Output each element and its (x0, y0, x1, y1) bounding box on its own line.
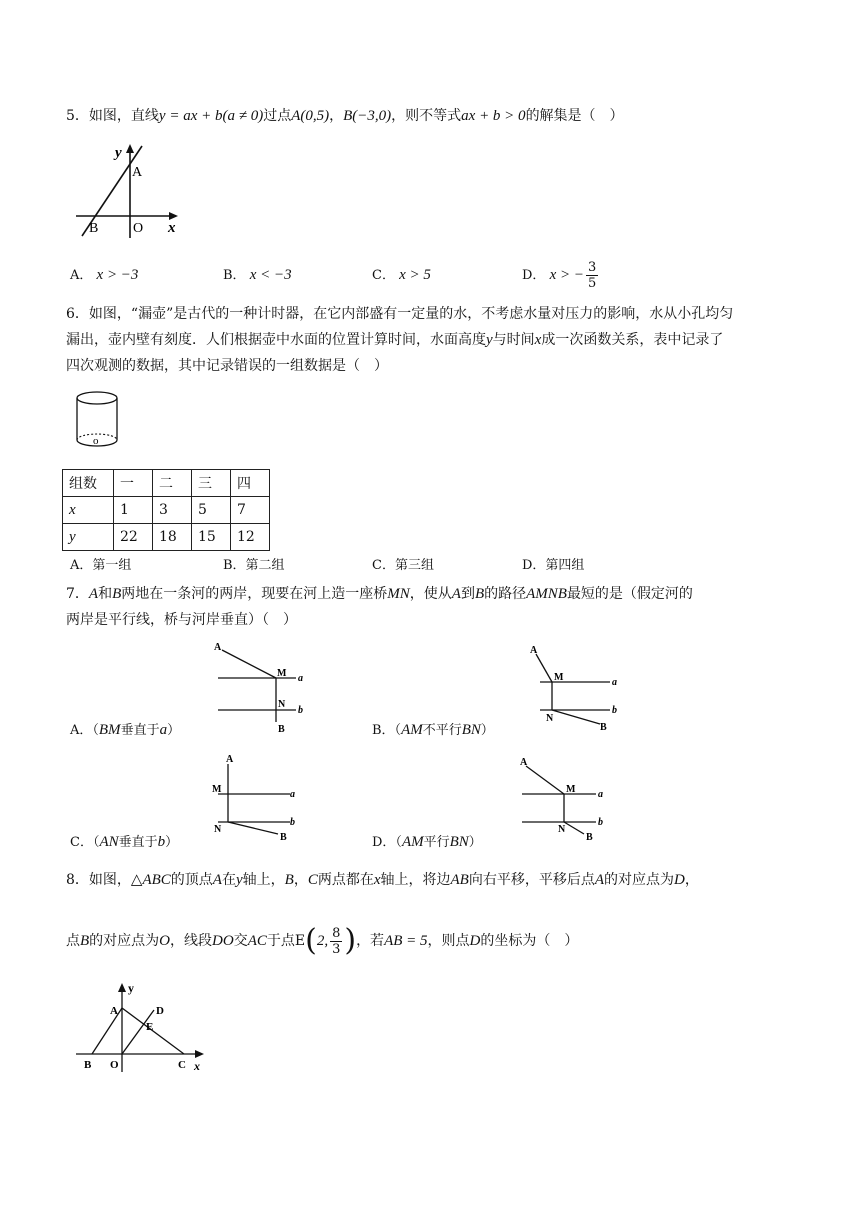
q8-number: 8． (66, 872, 89, 888)
q7d-label-m: M (566, 784, 576, 795)
q6-number: 6． (66, 306, 89, 322)
q7-stem-line2: 两岸是平行线，桥与河岸垂直）（ ） (66, 612, 297, 628)
q5-option-d-fraction: $\frac{3}{5}$ (587, 260, 597, 291)
q6-cylinder-top (77, 392, 117, 404)
q7-stem-line1: 7．A和B两地在一条河的两岸，现要在河上造一座桥MN，使从A到B的路径AMNB最短的是（假定河的 (66, 586, 693, 602)
q7b-segment-nb (552, 710, 600, 724)
q7d-label-b: B (586, 832, 593, 843)
q7c-label-n: N (214, 824, 222, 835)
q5-label-b: B (89, 221, 99, 236)
q7-figure-c (206, 752, 306, 846)
q5-figure (70, 140, 185, 240)
q6-table-cell: 三 (192, 470, 231, 497)
q6-table-cell: 5 (192, 497, 231, 524)
q6-table-cell: 18 (153, 524, 192, 551)
q6-hole-label: o (93, 435, 99, 447)
q8-paren-right: ) (344, 923, 357, 958)
q6-table-cell: 四 (231, 470, 270, 497)
q7-option-d[interactable]: D．（AM平行BN） (372, 834, 482, 850)
q5-option-c[interactable]: C． x > 5 (372, 267, 431, 283)
q8-paren-left: ( (305, 923, 317, 958)
q7d-label-a: A (520, 757, 528, 768)
q5-label-o: O (133, 221, 144, 236)
q7c-label-river-b: b (290, 817, 295, 828)
q7b-label-river-b: b (612, 705, 617, 716)
q6-table-cell: 3 (153, 497, 192, 524)
q6-stem-line3: 四次观测的数据，其中记录错误的一组数据是（ ） (66, 358, 388, 374)
q6-table-cell: 7 (231, 497, 270, 524)
q7b-label-river-a: a (612, 677, 617, 688)
q8-stem-line1: 8．如图，△ABC的顶点A在y轴上，B，C两点都在x轴上，将边AB向右平移，平移后点A的对应点为D， (66, 872, 699, 888)
q7d-label-river-a: a (598, 789, 603, 800)
q7c-label-river-a: a (290, 789, 295, 800)
q8-label-e: E (146, 1021, 154, 1033)
q6-data-table (62, 469, 270, 551)
q8-point-e-fraction: $\frac{8}{3}$ (332, 925, 341, 957)
q6-option-b[interactable]: B．第二组 (223, 558, 285, 573)
q5-x-arrow (169, 212, 178, 220)
q7b-label-a: A (530, 645, 538, 656)
q5-option-b[interactable]: B． x < −3 (223, 267, 292, 283)
q7-option-a[interactable]: A．（BM垂直于a） (70, 722, 181, 738)
q7b-segment-am (536, 654, 552, 682)
q5-option-d[interactable]: D． x > − $\frac{3}{5}$ (522, 260, 597, 291)
q5-number: 5． (66, 108, 89, 124)
q8-point-e: E (294, 933, 306, 949)
q6-option-a[interactable]: A．第一组 (70, 558, 132, 573)
q8-label-b: B (84, 1059, 92, 1071)
q5-y-arrow (126, 144, 134, 153)
q7d-label-n: N (558, 824, 566, 835)
q6-table-header-row (63, 470, 270, 497)
q8-label-c: C (178, 1059, 186, 1071)
q6-table-row-x (63, 497, 270, 524)
q7c-label-b: B (280, 832, 287, 843)
q7c-label-a: A (226, 754, 234, 765)
q8-stem-line2: 点B的对应点为O，线段DO交AC于点E(2, $\frac{8}{3}$ )，若AB = 5，则点D的坐标为（ ） (66, 923, 579, 958)
q8-y-arrow (118, 983, 126, 992)
q7-number: 7． (66, 586, 89, 602)
q6-table-cell: 15 (192, 524, 231, 551)
q8-x-label: x (194, 1059, 200, 1073)
q7a-label-a: A (214, 642, 222, 653)
q7d-segment-am (526, 766, 564, 794)
q6-table-cell: 组数 (63, 470, 114, 497)
q7a-label-m: M (277, 668, 287, 679)
q8-label-o: O (110, 1059, 119, 1071)
q6-option-c[interactable]: C．第三组 (372, 558, 434, 573)
q7-figure-b (528, 640, 628, 736)
q7b-label-m: M (554, 672, 564, 683)
q6-table-cell: 22 (114, 524, 153, 551)
q7c-label-m: M (212, 784, 222, 795)
q6-table-cell: 12 (231, 524, 270, 551)
q5-x-label: x (168, 220, 176, 236)
q7-figure-d (514, 752, 614, 846)
q5-stem: 5．如图，直线y = ax + b(a ≠ 0)过点A(0,5)，B(−3,0)，则不等式ax + b > 0的解集是（ ） (66, 108, 624, 124)
q7a-label-river-b: b (298, 705, 303, 716)
q8-label-d: D (156, 1005, 164, 1017)
q6-table-cell: x (63, 497, 114, 524)
q6-table-cell: 1 (114, 497, 153, 524)
q7-option-b[interactable]: B．（AM不平行BN） (372, 722, 494, 738)
q7d-label-river-b: b (598, 817, 603, 828)
q5-y-label: y (115, 145, 122, 161)
q5-option-a[interactable]: A． x > −3 (70, 267, 139, 283)
q7c-segment-nb (228, 822, 278, 834)
q5-point-b: B(−3,0) (343, 108, 392, 124)
q7a-label-n: N (278, 699, 286, 710)
q6-water-clock-figure (72, 390, 132, 456)
q5-label-a: A (132, 165, 143, 180)
q8-figure (70, 978, 210, 1076)
q8-y-label: y (128, 981, 134, 995)
q6-option-d[interactable]: D．第四组 (522, 558, 585, 573)
q6-table-cell: 一 (114, 470, 153, 497)
q6-stem-line1: 6．如图，“漏壶”是古代的一种计时器，在它内部盛有一定量的水，不考虑水量对压力的影响，水从小孔均匀 (66, 306, 734, 322)
q7b-label-n: N (546, 713, 554, 724)
q7a-label-river-a: a (298, 673, 303, 684)
q6-table-cell: y (63, 524, 114, 551)
q5-inequality: ax + b > 0 (461, 108, 526, 124)
q6-stem-line2: 漏出，壶内壁有刻度．人们根据壶中水面的位置计算时间，水面高度y与时间x成一次函数关系，表中记录了 (66, 332, 724, 348)
q7a-label-b: B (278, 724, 285, 735)
q6-table-row-y (63, 524, 270, 551)
q7a-segment-am (222, 650, 276, 678)
q7-figure-a (210, 638, 310, 736)
q8-x-arrow (195, 1050, 204, 1058)
q5-line-equation: y = ax + b(a ≠ 0) (158, 108, 264, 124)
q6-table-cell: 二 (153, 470, 192, 497)
q7d-segment-nb (564, 822, 584, 834)
q7-option-c[interactable]: C．（AN垂直于b） (70, 834, 179, 850)
q5-point-a: A(0,5) (291, 108, 330, 124)
q7b-label-b: B (600, 722, 607, 733)
q8-label-a: A (110, 1005, 118, 1017)
